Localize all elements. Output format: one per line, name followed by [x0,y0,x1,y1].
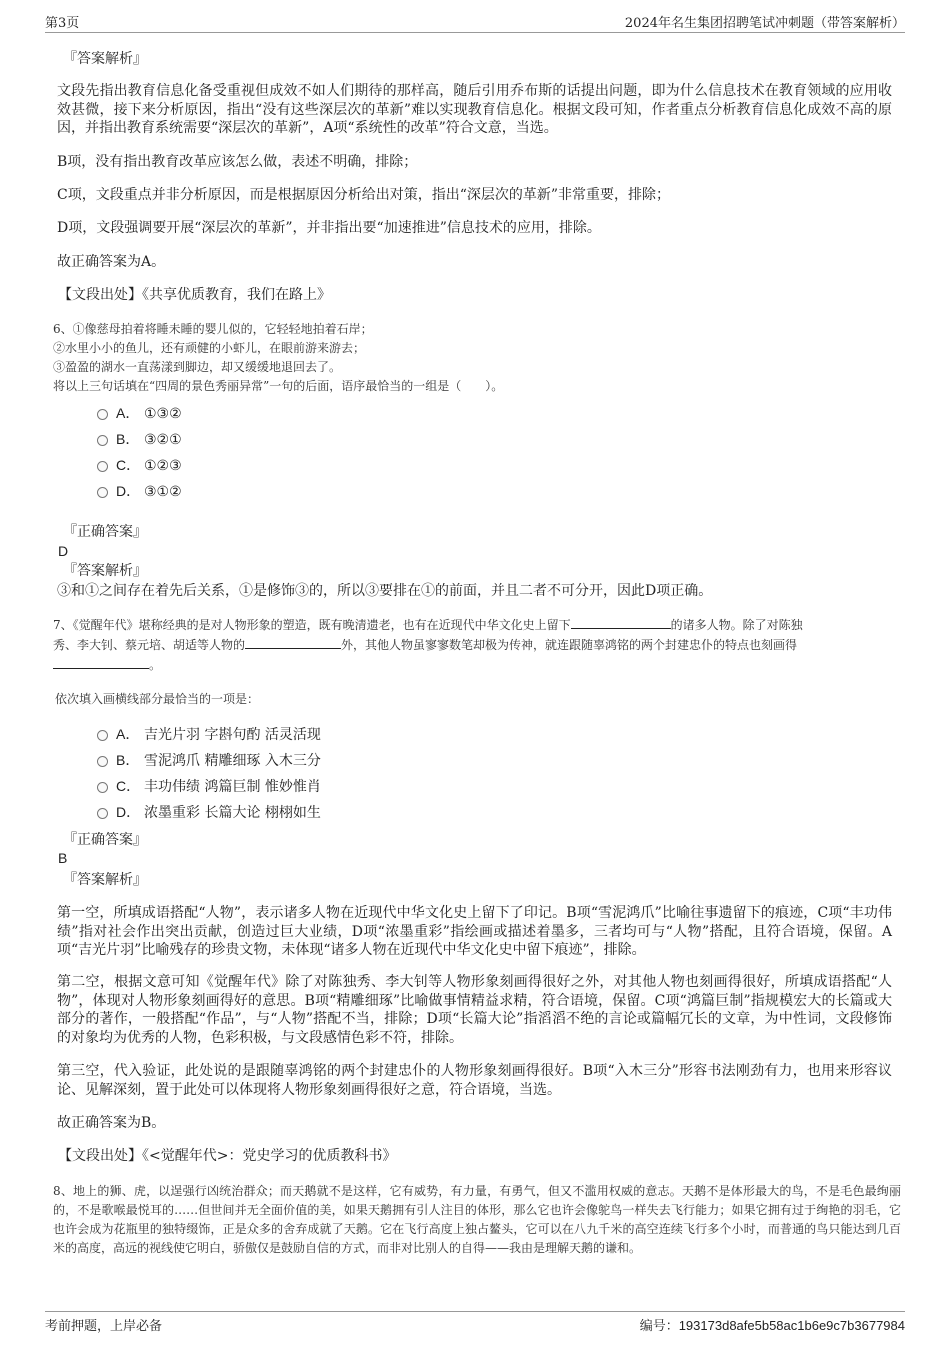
blank-1[interactable] [571,616,671,629]
q5-source: 【文段出处】《共享优质教育，我们在路上》 [58,287,331,303]
footer-slogan: 考前押题，上岸必备 [45,1319,163,1334]
radio-icon[interactable] [97,782,108,793]
blank-3[interactable] [53,656,149,669]
q7-stem: 7、《觉醒年代》堪称经典的是对人物形象的塑造，既有晚清遗老，也有在近现代中华文化史上留下 的诸多人物。除了对陈独 秀、李大钊、蔡元培、胡适等人物的 外，其他人物虽寥寥数笔却极为传神，就连跟随辜鸿铭的两个封建忠仆的特点也刻画得 。 [53,618,803,672]
q7-analysis-para-1: 第一空，所填成语搭配“人物”，表示诸多人物在近现代中华文化史上留下了印记。B项“雪泥鸿爪”比喻往事遗留下的痕迹，C项“丰功伟绩”指对社会作出突出贡献，创造过巨大业绩，D项“浓墨重彩”指绘画或描述着墨多，三者均可与“人物”搭配，且符合语境，保留。A项“吉光片羽”比喻残存的珍贵文物，未体现“诸多人物在近现代中华文化史中留下痕迹”，排除。 [57,905,892,958]
radio-icon[interactable] [97,409,108,420]
q6-line-2: ②水里小小的鱼儿，还有顽健的小虾儿，在眼前游来游去； [53,341,366,355]
radio-icon[interactable] [97,756,108,767]
q5-analysis-para-2: B项，没有指出教育改革应该怎么做，表述不明确，排除； [57,154,418,170]
q5-analysis-para-3: C项，文段重点并非分析原因，而是根据原因分析给出对策，指出“深层次的革新”非常重要，排除； [57,187,671,203]
q6-line-1: 6、①像慈母拍着将睡未睡的婴儿似的，它轻轻地拍着石岸； [53,322,373,336]
q7-prompt: 依次填入画横线部分最恰当的一项是： [55,692,260,706]
q6-option-b[interactable]: B． ③②① [97,429,182,449]
document-id: 编号：193173d8afe5b58ac1b6e9c7b3677984 [639,1318,905,1333]
q5-analysis-para-1: 文段先指出教育信息化备受重视但成效不如人们期待的那样高，随后引用乔布斯的话提出问题，即为什么信息技术在教育领域的应用收效甚微，接下来分析原因，指出“没有这些深层次的革新”难以实现教育信息化。根据文段可知，作者重点分析教育信息化成效不高的原因，并指出教育系统需要“深层次的革新”，A项“系统性的改革”符合文意，当选。 [57,83,892,136]
q6-analysis: ③和①之间存在着先后关系，①是修饰③的，所以③要排在①的前面，并且二者不可分开，因此D项正确。 [57,583,713,599]
q7-option-d[interactable]: D． 浓墨重彩 长篇大论 栩栩如生 [97,802,321,822]
q7-analysis-para-2: 第二空，根据文意可知《觉醒年代》除了对陈独秀、李大钊等人物形象刻画得很好之外，对其他人物也刻画得很好，所填成语搭配“人物”，体现对人物形象刻画得好的意思。B项“精雕细琢”比喻做事情精益求精，符合语境，保留。C项“鸿篇巨制”指规模宏大的长篇或大部分的著作，一般搭配“作品”，与“人物”搭配不当，排除；D项“长篇大论”指滔滔不绝的言论或篇幅冗长的文章，为中性词，文段修饰的对象均为优秀的人物，色彩积极，与文段感情色彩不符，排除。 [57,974,892,1046]
q6-option-c[interactable]: C． ①②③ [97,455,182,475]
radio-icon[interactable] [97,461,108,472]
radio-icon[interactable] [97,808,108,819]
page-footer [45,1311,905,1334]
q5-correct-answer: 故正确答案为A。 [57,254,166,270]
q5-analysis-para-4: D项，文段强调要开展“深层次的革新”，并非指出要“加速推进”信息技术的应用，排除。 [57,220,601,236]
q6-line-4: 将以上三句话填在“四周的景色秀丽异常”一句的后面，语序最恰当的一组是（ ）。 [53,379,504,393]
document-title: 2024年名生集团招聘笔试冲刺题（带答案解析） [624,16,905,31]
q6-answer: D [58,543,69,559]
page-header [45,12,905,33]
q6-analysis-label: 『答案解析』 [63,563,147,579]
page-number: 第3页 [45,16,80,31]
q6-line-3: ③盈盈的湖水一直荡漾到脚边，却又缓缓地退回去了。 [53,360,342,374]
q6-option-a[interactable]: A． ①③② [97,403,182,423]
q7-answer: B [58,850,68,866]
q7-option-c[interactable]: C． 丰功伟绩 鸿篇巨制 惟妙惟肖 [97,776,321,796]
q6-stem [53,320,903,396]
radio-icon[interactable] [97,435,108,446]
q8-stem: 8、地上的狮、虎，以逞强行凶统治群众；而天鹅就不是这样，它有威势，有力量，有勇气，但又不滥用权威的意志。天鹅不是体形最大的鸟，不是毛色最绚丽的，不是歌喉最悦耳的……但世间并无全面价值的美，如果天鹅拥有引人注目的体形，那么它也许会像鸵鸟一样失去飞行能力；如果它拥有过于绚艳的羽毛，它也许会成为花瓶里的独特缀饰，正是众多的舍弃成就了天鹅。它在飞行高度上独占鳌头，它可以在八九千米的高空连续飞行多个小时，而普通的鸟只能达到几百米的高度，高远的视线使它明白，骄傲仅是鼓励自信的方式，而非对比别人的自得——我由是理解天鹅的谦和。 [53,1184,901,1255]
q5-analysis-label: 『答案解析』 [63,51,147,67]
radio-icon[interactable] [97,730,108,741]
q7-analysis-para-3: 第三空，代入验证，此处说的是跟随辜鸿铭的两个封建忠仆的人物形象刻画得很好。B项“入木三分”形容书法刚劲有力，也用来形容议论、见解深刻，置于此处可以体现将人物形象刻画得很好之意，符合语境，当选。 [57,1063,892,1098]
q7-analysis-label: 『答案解析』 [63,872,147,888]
q6-answer-label: 『正确答案』 [63,524,147,540]
blank-2[interactable] [245,636,341,649]
q7-answer-label: 『正确答案』 [63,832,147,848]
radio-icon[interactable] [97,487,108,498]
q6-option-d[interactable]: D． ③①② [97,481,182,501]
q7-correct-answer: 故正确答案为B。 [57,1115,166,1131]
q7-option-b[interactable]: B． 雪泥鸿爪 精雕细琢 入木三分 [97,750,321,770]
q7-source: 【文段出处】《<觉醒年代>：党史学习的优质教科书》 [58,1148,397,1164]
q7-option-a[interactable]: A． 吉光片羽 字斟句酌 活灵活现 [97,724,321,744]
